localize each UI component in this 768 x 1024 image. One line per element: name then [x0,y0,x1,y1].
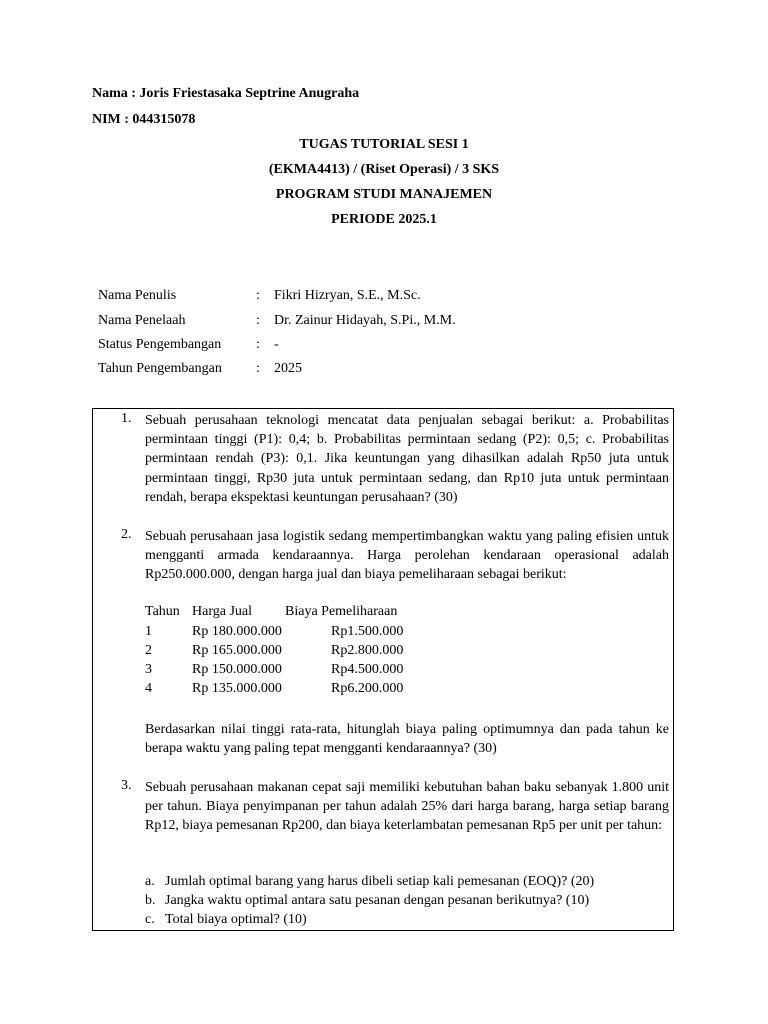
meta-value: - [274,337,279,352]
meta-label: Nama Penulis [98,288,177,303]
table-cell: Rp2.800.000 [331,643,404,658]
student-name: Nama : Joris Friestasaka Septrine Anugraha [92,86,360,101]
meta-label: Nama Penelaah [98,313,186,328]
meta-label: Status Pengembangan [98,337,222,352]
subitem-letter: c. [145,912,155,927]
meta-label: Tahun Pengembangan [98,361,222,376]
table-header-biaya: Biaya Pemeliharaan [285,604,398,619]
meta-value: 2025 [274,361,302,376]
question-2-number: 2. [121,527,132,542]
table-header-harga-jual: Harga Jual [192,604,252,619]
meta-colon: : [256,288,260,303]
table-cell: 4 [145,681,152,696]
subitem-letter: a. [145,874,155,889]
title-line-1: TUGAS TUTORIAL SESI 1 [299,137,469,152]
table-cell: Rp6.200.000 [331,681,404,696]
table-cell: 2 [145,643,152,658]
meta-colon: : [256,337,260,352]
subitem-text: Jangka waktu optimal antara satu pesanan dengan pesanan berikutnya? (10) [165,893,590,908]
question-2-followup: Berdasarkan nilai tinggi rata-rata, hitunglah biaya paling optimumnya dan pada tahun ke berapa waktu yang paling tepat mengganti kendaraannya? (30) [145,722,669,757]
student-nim: NIM : 044315078 [92,112,196,127]
subitem-text: Jumlah optimal barang yang harus dibeli setiap kali pemesanan (EOQ)? (20) [165,874,595,889]
question-3-number: 3. [121,778,132,793]
table-cell: Rp 165.000.000 [192,643,282,658]
table-cell: Rp4.500.000 [331,662,404,677]
title-line-3: PROGRAM STUDI MANAJEMEN [275,187,493,202]
title-line-4: PERIODE 2025.1 [331,212,437,227]
table-cell: 1 [145,624,152,639]
table-header-tahun: Tahun [145,604,180,619]
question-2-text: Sebuah perusahaan jasa logistik sedang mempertimbangkan waktu yang paling efisien untuk mengganti armada kendaraannya. Harga perolehan kendaraan operasional adalah Rp250.000.000, dengan harga jual dan biaya pemeliharaan sebagai berikut: [145,529,669,583]
subitem-letter: b. [145,893,156,908]
question-1-number: 1. [121,411,132,426]
title-line-2: (EKMA4413) / (Riset Operasi) / 3 SKS [268,162,500,177]
meta-value: Fikri Hizryan, S.E., M.Sc. [274,288,421,303]
table-cell: Rp 180.000.000 [192,624,282,639]
table-cell: Rp 135.000.000 [192,681,282,696]
meta-value: Dr. Zainur Hidayah, S.Pi., M.M. [274,313,456,328]
meta-colon: : [256,313,260,328]
question-3-text: Sebuah perusahaan makanan cepat saji memiliki kebutuhan bahan baku sebanyak 1.800 unit per tahun. Biaya penyimpanan per tahun adalah 25% dari harga barang, harga setiap barang Rp12, biaya pemesanan Rp200, dan biaya keterlambatan pemesanan Rp5 per unit per tahun: [145,780,669,834]
table-cell: 3 [145,662,152,677]
table-cell: Rp 150.000.000 [192,662,282,677]
meta-colon: : [256,361,260,376]
question-1-text: Sebuah perusahaan teknologi mencatat data penjualan sebagai berikut: a. Probabilitas permintaan tinggi (P1): 0,4; b. Probabilitas permintaan sedang (P2): 0,5; c. Probabilitas permintaan rendah (P3): 0,1. Jika keuntungan yang dihasilkan adalah Rp50 juta untuk permintaan tinggi, Rp30 juta untuk permintaan sedang, dan Rp10 juta untuk permintaan rendah, berapa ekspektasi keuntungan perusahaan? (30) [145,413,669,505]
table-cell: Rp1.500.000 [331,624,404,639]
subitem-text: Total biaya optimal? (10) [165,912,307,927]
